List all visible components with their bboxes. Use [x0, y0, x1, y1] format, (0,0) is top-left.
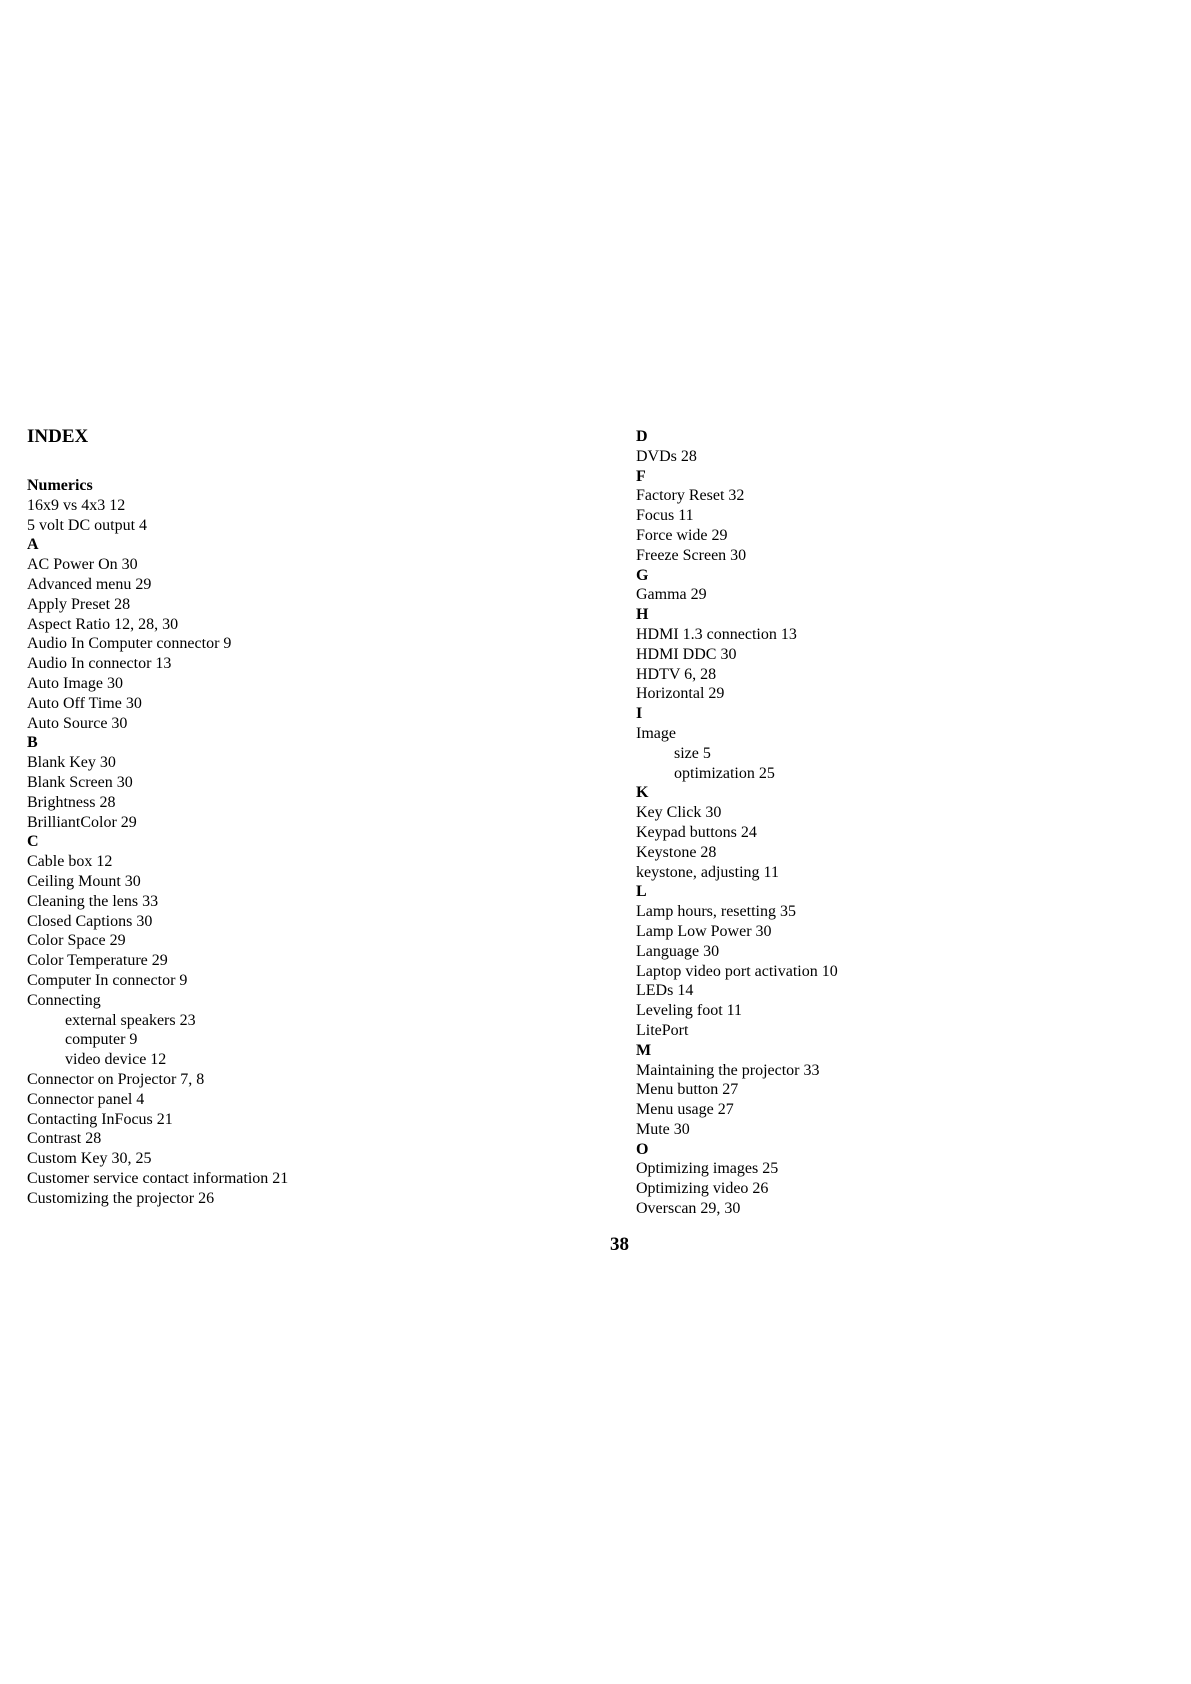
index-entry: Gamma 29: [636, 586, 707, 604]
index-entry: Connecting: [27, 991, 101, 1009]
index-entry: HDTV 6, 28: [636, 665, 717, 683]
index-entry: Leveling foot 11: [636, 1002, 743, 1020]
index-entry: Language 30: [636, 942, 720, 960]
index-entry: DVDs 28: [636, 447, 697, 465]
index-subentry: external speakers 23: [65, 1011, 196, 1029]
index-letter-heading: B: [27, 734, 38, 752]
index-letter-heading: M: [636, 1041, 652, 1059]
index-entry: Cleaning the lens 33: [27, 892, 159, 910]
index-column-right: [636, 427, 838, 1219]
index-entry: AC Power On 30: [27, 556, 138, 574]
index-entry: Connector on Projector 7, 8: [27, 1070, 205, 1088]
index-letter-heading: L: [636, 883, 647, 901]
index-letter-heading: O: [636, 1140, 649, 1158]
index-column-left: [27, 476, 288, 1208]
index-entry: Ceiling Mount 30: [27, 872, 141, 890]
index-entry: 5 volt DC output 4: [27, 516, 148, 534]
index-entry: Blank Screen 30: [27, 773, 133, 791]
index-entry: Keystone 28: [636, 843, 717, 861]
index-entry: Laptop video port activation 10: [636, 962, 838, 980]
index-entry: Image: [636, 724, 676, 742]
index-letter-heading: G: [636, 566, 649, 584]
index-entry: LEDs 14: [636, 982, 694, 1000]
index-letter-heading: K: [636, 784, 649, 802]
index-entry: HDMI 1.3 connection 13: [636, 625, 797, 643]
index-entry: Closed Captions 30: [27, 912, 153, 930]
index-letter-heading: H: [636, 606, 649, 624]
index-letter-heading: F: [636, 467, 646, 485]
index-entry: Auto Source 30: [27, 714, 128, 732]
index-entry: Connector panel 4: [27, 1090, 145, 1108]
index-subentry: size 5: [674, 744, 711, 762]
index-entry: Overscan 29, 30: [636, 1200, 741, 1218]
index-letter-heading: C: [27, 833, 39, 851]
index-letter-heading: D: [636, 428, 648, 445]
index-entry: Optimizing video 26: [636, 1180, 769, 1198]
index-entry: Color Temperature 29: [27, 952, 168, 970]
index-entry: Menu button 27: [636, 1081, 739, 1099]
index-entry: Blank Key 30: [27, 754, 116, 772]
index-entry: Focus 11: [636, 507, 694, 525]
index-entry: HDMI DDC 30: [636, 645, 737, 663]
index-entry: Contacting InFocus 21: [27, 1110, 173, 1128]
index-entry: Advanced menu 29: [27, 575, 152, 593]
index-entry: Color Space 29: [27, 932, 126, 950]
index-entry: Optimizing images 25: [636, 1160, 779, 1178]
index-entry: Freeze Screen 30: [636, 546, 747, 564]
index-entry: Audio In Computer connector 9: [27, 635, 232, 653]
index-entry: Menu usage 27: [636, 1101, 734, 1119]
index-letter-heading: I: [636, 705, 643, 723]
index-entry: Customer service contact information 21: [27, 1169, 289, 1187]
index-subentry: optimization 25: [674, 764, 775, 782]
index-entry: Computer In connector 9: [27, 971, 188, 989]
index-entry: Auto Image 30: [27, 674, 123, 692]
index-letter-heading: Numerics: [27, 477, 93, 494]
index-entry: BrilliantColor 29: [27, 813, 137, 831]
index-entry: Horizontal 29: [636, 685, 725, 703]
index-entry: Contrast 28: [27, 1130, 102, 1148]
index-entry: Mute 30: [636, 1120, 690, 1138]
index-entry: Brightness 28: [27, 793, 116, 811]
index-entry: Audio In connector 13: [27, 655, 172, 673]
index-entry: Lamp hours, resetting 35: [636, 903, 796, 921]
page-title: INDEX: [27, 426, 89, 447]
index-entry: Customizing the projector 26: [27, 1189, 215, 1207]
index-entry: Aspect Ratio 12, 28, 30: [27, 615, 179, 633]
index-entry: keystone, adjusting 11: [636, 863, 779, 881]
index-entry: Apply Preset 28: [27, 595, 131, 613]
index-entry: Force wide 29: [636, 526, 728, 544]
index-entry: Custom Key 30, 25: [27, 1150, 152, 1168]
index-entry: 16x9 vs 4x3 12: [27, 496, 126, 514]
index-entry: Keypad buttons 24: [636, 823, 757, 841]
index-entry: LitePort: [636, 1021, 689, 1039]
index-entry: Auto Off Time 30: [27, 694, 142, 712]
index-subentry: computer 9: [65, 1031, 138, 1049]
index-entry: Maintaining the projector 33: [636, 1061, 820, 1079]
page-number: 38: [610, 1234, 629, 1255]
index-entry: Lamp Low Power 30: [636, 922, 772, 940]
index-subentry: video device 12: [65, 1051, 167, 1069]
index-entry: Key Click 30: [636, 804, 722, 822]
index-entry: Factory Reset 32: [636, 487, 745, 505]
index-letter-heading: A: [27, 536, 39, 554]
index-entry: Cable box 12: [27, 853, 113, 871]
